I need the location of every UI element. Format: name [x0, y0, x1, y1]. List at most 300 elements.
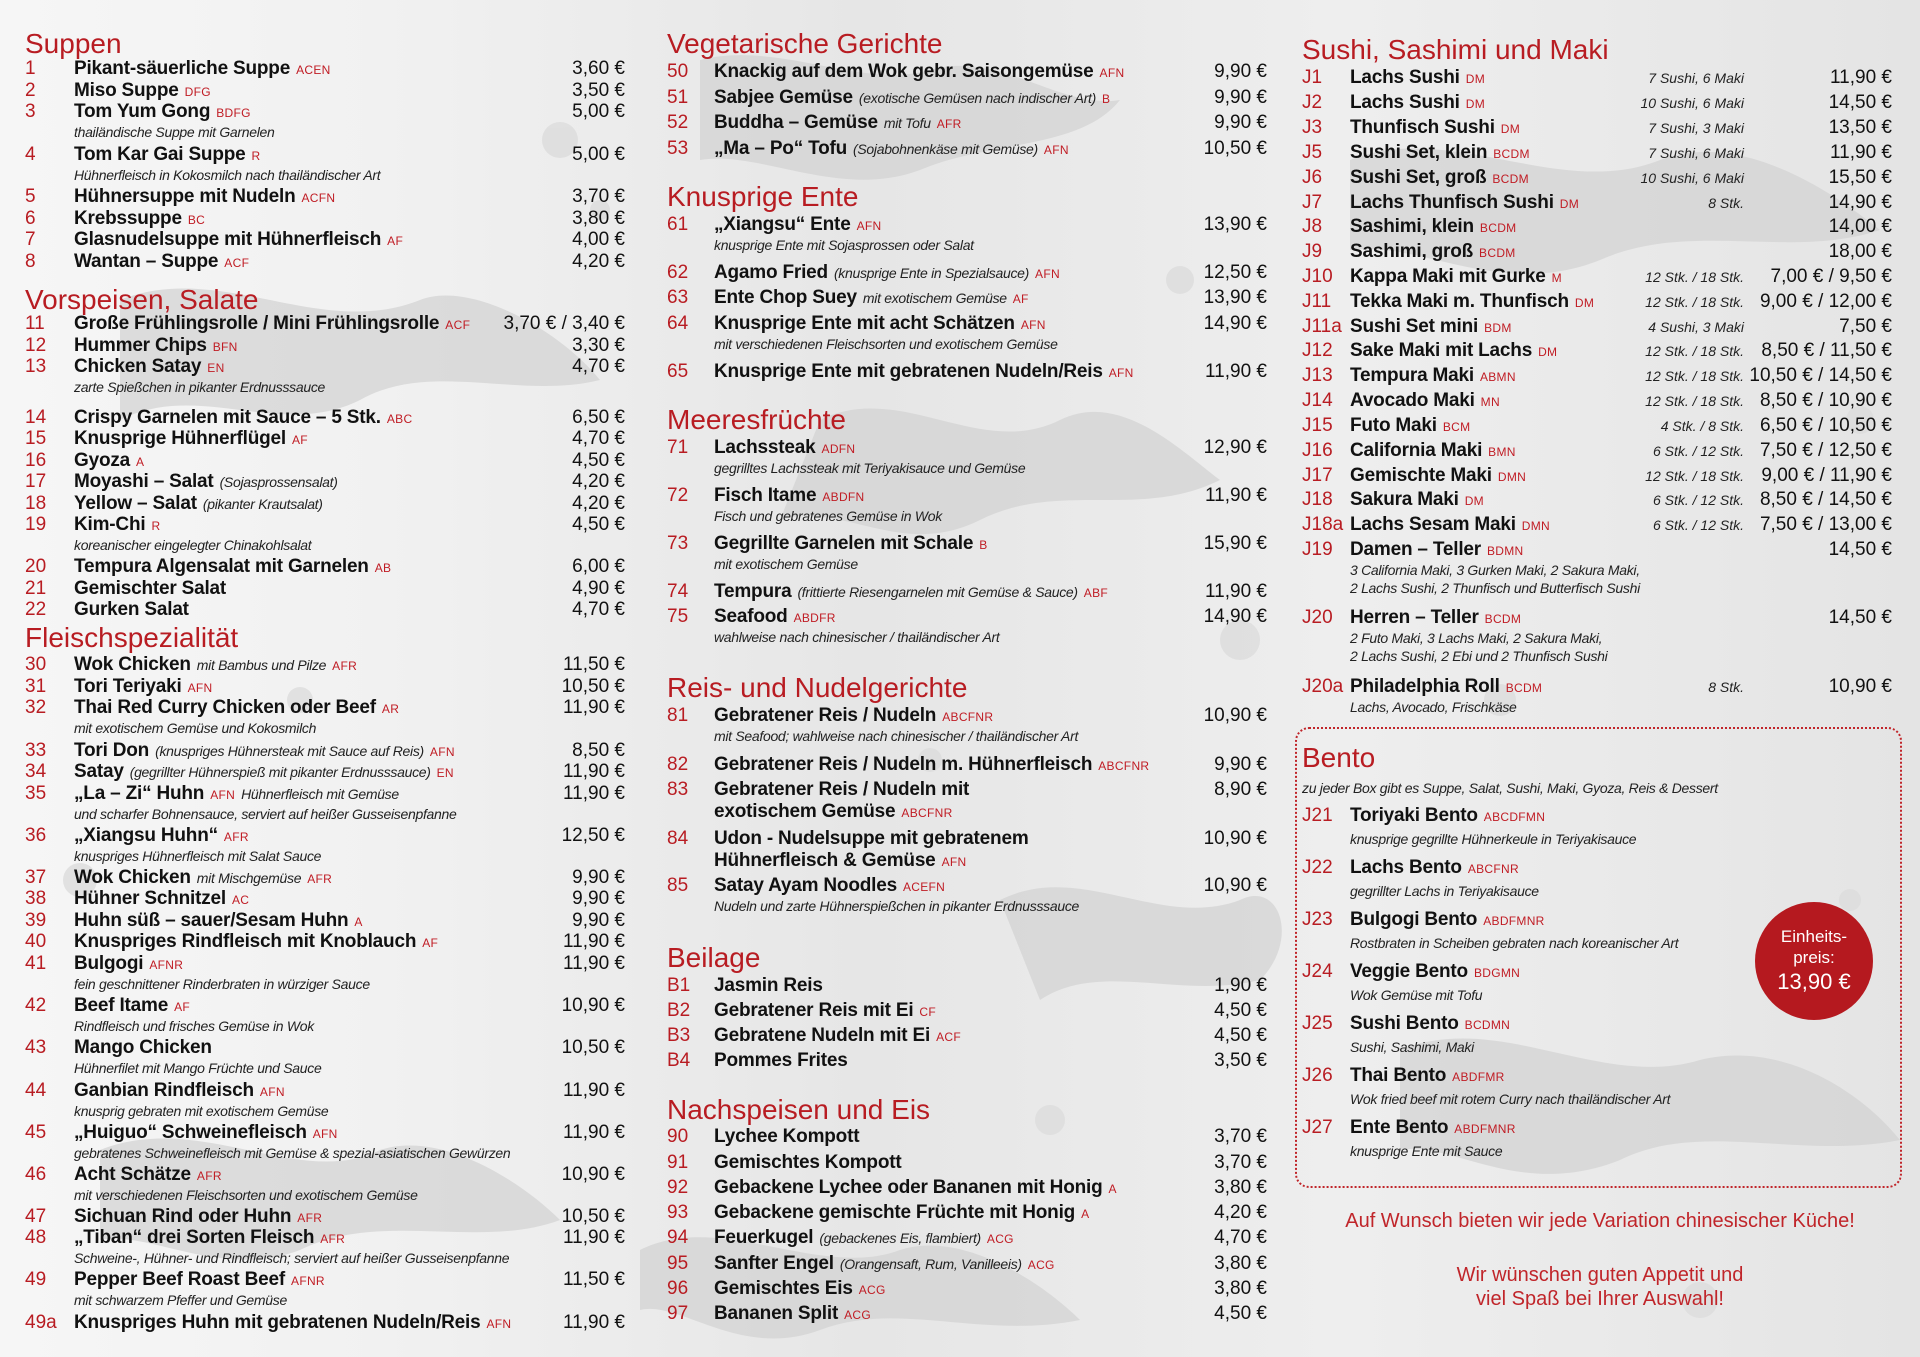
item-title: Sanfter Engel — [714, 1253, 834, 1274]
item-price: 7,50 € — [1839, 316, 1892, 337]
item-number: J18a — [1302, 514, 1344, 535]
item-price: 8,50 € / 14,50 € — [1759, 489, 1892, 510]
item-price: 11,90 € — [563, 761, 625, 782]
item-number: 92 — [667, 1177, 689, 1198]
item-price: 13,50 € — [1828, 117, 1892, 138]
item-title: Tempura Maki — [1350, 365, 1474, 386]
item-description: knusprige gegrillte Hühnerkeule in Teriyakisauce — [1350, 831, 1637, 847]
item-price: 11,90 € — [563, 1312, 625, 1333]
item-description: und scharfer Bohnensauce, serviert auf heißer Gusseisenpfanne — [74, 806, 457, 822]
item-name — [714, 1000, 936, 1023]
item-number: 52 — [667, 112, 689, 133]
allergen-codes: DM — [1465, 97, 1485, 111]
item-number: 65 — [667, 361, 689, 382]
menu-item — [1302, 117, 1892, 139]
allergen-codes: ACG — [986, 1232, 1014, 1246]
item-title: Tom Kar Gai Suppe — [74, 144, 246, 165]
item-number: 47 — [25, 1206, 47, 1227]
item-name — [1350, 390, 1500, 413]
item-number: 21 — [25, 578, 47, 599]
item-quantity: 12 Stk. / 18 Stk. — [1645, 343, 1744, 359]
item-quantity: 12 Stk. / 18 Stk. — [1645, 269, 1744, 285]
item-title: Chicken Satay — [74, 356, 202, 377]
footer-note: Auf Wunsch bieten wir jede Variation chinesischer Küche! — [1345, 1210, 1855, 1232]
allergen-codes: AFR — [332, 659, 358, 673]
item-number: 12 — [25, 335, 47, 356]
bento-item — [1302, 1065, 1722, 1087]
item-price: 11,50 € — [563, 1269, 625, 1290]
allergen-codes: AF — [422, 936, 439, 950]
section-title-reis: Reis- und Nudelgerichte — [667, 672, 968, 703]
item-title: Sabjee Gemüse — [714, 87, 853, 108]
item-name — [1350, 192, 1579, 215]
item-note: mit Mischgemüse — [196, 870, 302, 886]
item-name — [714, 581, 1108, 604]
menu-item — [1302, 514, 1892, 536]
item-price: 11,90 € — [1205, 581, 1267, 602]
item-number: 73 — [667, 533, 689, 554]
item-quantity: 4 Stk. / 8 Stk. — [1660, 418, 1744, 434]
item-price: 7,50 € / 13,00 € — [1759, 514, 1892, 535]
allergen-codes: DM — [1465, 72, 1485, 86]
item-note: (knusprige Ente in Spezialsauce) — [833, 265, 1030, 281]
menu-item — [25, 556, 625, 578]
menu-item — [667, 112, 1267, 134]
allergen-codes: AFNR — [291, 1274, 325, 1288]
item-number: 46 — [25, 1164, 47, 1185]
item-number: 13 — [25, 356, 47, 377]
item-price: 4,50 € — [572, 514, 625, 535]
item-title: Futo Maki — [1350, 415, 1437, 436]
item-number: 35 — [25, 783, 47, 804]
item-name — [74, 910, 363, 933]
item-price: 9,00 € / 11,90 € — [1761, 465, 1892, 486]
item-title: Buddha – Gemüse — [714, 112, 878, 133]
item-name — [74, 676, 212, 699]
item-number: 84 — [667, 828, 689, 849]
item-price: 3,70 € — [1214, 1126, 1267, 1147]
item-price: 3,80 € — [1214, 1253, 1267, 1274]
menu-item — [1302, 340, 1892, 362]
item-price: 11,90 € — [563, 1227, 625, 1248]
item-price: 14,90 € — [1203, 606, 1267, 627]
item-name — [74, 599, 189, 621]
item-title: Bananen Split — [714, 1303, 839, 1324]
allergen-codes: AFN — [1108, 366, 1134, 380]
section-title-vegetarisch: Vegetarische Gerichte — [667, 28, 943, 59]
item-title: Tori Don — [74, 740, 150, 761]
item-quantity: 7 Sushi, 6 Maki — [1648, 70, 1744, 86]
allergen-codes: DM — [1464, 494, 1484, 508]
allergen-codes: AFN — [856, 219, 882, 233]
badge-label: Einheits- preis: — [1780, 927, 1848, 967]
item-title: Veggie Bento — [1350, 961, 1468, 982]
item-title: Krebssuppe — [74, 208, 182, 229]
item-title: Miso Suppe — [74, 80, 179, 101]
menu-item — [25, 1080, 625, 1102]
item-price: 10,50 € — [561, 1037, 625, 1058]
item-title: Moyashi – Salat — [74, 471, 214, 492]
item-number: J2 — [1302, 92, 1323, 113]
item-quantity: 12 Stk. / 18 Stk. — [1645, 468, 1744, 484]
menu-item — [667, 61, 1267, 83]
allergen-codes: AFN — [312, 1127, 338, 1141]
item-title: Hühnersuppe mit Nudeln — [74, 186, 296, 207]
item-quantity: 12 Stk. / 18 Stk. — [1645, 368, 1744, 384]
menu-item — [25, 450, 625, 472]
item-title: Knuspriges Huhn mit gebratenen Nudeln/Reis — [74, 1312, 481, 1333]
item-price: 14,00 € — [1828, 216, 1892, 237]
item-title: Thunfisch Sushi — [1350, 117, 1495, 138]
section-title-vorspeisen: Vorspeisen, Salate — [25, 284, 259, 315]
item-name — [1350, 805, 1545, 828]
item-name — [1350, 266, 1562, 289]
item-price: 14,50 € — [1828, 607, 1892, 628]
item-number: J20 — [1302, 607, 1333, 628]
item-number: 34 — [25, 761, 47, 782]
item-title-2: exotischem Gemüse — [714, 801, 896, 822]
item-name — [714, 361, 1134, 384]
item-price: 15,50 € — [1828, 167, 1892, 188]
item-title: Udon - Nudelsuppe mit gebratenem — [714, 828, 1029, 849]
item-number: 96 — [667, 1278, 689, 1299]
item-title: Huhn süß – sauer/Sesam Huhn — [74, 910, 349, 931]
allergen-codes: ACG — [1027, 1258, 1055, 1272]
allergen-codes: BC — [187, 213, 206, 227]
item-number: J21 — [1302, 805, 1333, 826]
item-number: 93 — [667, 1202, 689, 1223]
item-number: 19 — [25, 514, 47, 535]
item-note: mit Tofu — [883, 115, 931, 131]
menu-item — [667, 1278, 1267, 1300]
item-price: 13,90 € — [1203, 287, 1267, 308]
item-description: knuspriges Hühnerfleisch mit Salat Sauce — [74, 848, 322, 864]
item-name — [74, 1122, 338, 1145]
item-name — [714, 1202, 1089, 1225]
allergen-codes: EN — [436, 766, 454, 780]
item-description: gebratenes Schweinefleisch mit Gemüse & spezial-asiatischen Gewürzen — [74, 1145, 511, 1161]
item-number: J11a — [1302, 316, 1342, 337]
item-description: zarte Spießchen in pikanter Erdnusssauce — [74, 379, 326, 395]
item-number: 97 — [667, 1303, 689, 1324]
item-name — [1350, 291, 1594, 314]
item-name — [714, 87, 1110, 110]
item-name — [1350, 1065, 1505, 1088]
menu-item — [667, 1126, 1267, 1148]
item-description: Lachs, Avocado, Frischkäse — [1350, 699, 1517, 715]
item-price: 4,70 € — [1214, 1227, 1267, 1248]
item-description: koreanischer eingelegter Chinakohlsalat — [74, 537, 312, 553]
item-name — [74, 208, 205, 231]
menu-item — [25, 101, 625, 123]
unit-price-badge — [1755, 902, 1873, 1020]
item-number: 43 — [25, 1037, 47, 1058]
item-number: J23 — [1302, 909, 1333, 930]
item-name — [1350, 142, 1530, 165]
item-number: 39 — [25, 910, 47, 931]
item-price: 9,90 € — [1214, 754, 1267, 775]
menu-item — [25, 229, 625, 251]
item-note: (frittierte Riesengarnelen mit Gemüse & Sauce) — [797, 584, 1078, 600]
item-name — [1350, 167, 1529, 190]
item-number: 1 — [25, 58, 36, 79]
item-number: 61 — [667, 214, 689, 235]
menu-item — [25, 208, 625, 230]
item-note: (pikanter Krautsalat) — [202, 496, 323, 512]
item-name — [74, 450, 144, 473]
menu-item — [25, 1164, 625, 1186]
menu-item — [1302, 67, 1892, 89]
item-title: Ganbian Rindfleisch — [74, 1080, 254, 1101]
item-title: Sushi Set, klein — [1350, 142, 1488, 163]
item-price: 5,00 € — [572, 101, 625, 122]
item-title: Thai Bento — [1350, 1065, 1447, 1086]
item-number: 16 — [25, 450, 47, 471]
item-note: mit Bambus und Pilze — [196, 657, 327, 673]
allergen-codes: BCDM — [1484, 612, 1522, 626]
item-price: 8,50 € / 10,90 € — [1759, 390, 1892, 411]
item-title: Sake Maki mit Lachs — [1350, 340, 1533, 361]
allergen-codes: A — [1108, 1182, 1117, 1196]
menu-item — [667, 287, 1267, 309]
menu-item — [25, 1312, 625, 1334]
item-title: Jasmin Reis — [714, 975, 823, 996]
section-title-suppen: Suppen — [25, 28, 122, 59]
item-name — [74, 186, 335, 209]
item-name — [74, 1037, 212, 1059]
item-name — [1350, 67, 1485, 90]
item-price: 4,20 € — [572, 493, 625, 514]
menu-item — [1302, 291, 1892, 313]
allergen-codes: ACEFN — [902, 880, 946, 894]
item-title: Mango Chicken — [74, 1037, 212, 1058]
menu-item — [1302, 676, 1892, 698]
menu-item — [1302, 390, 1892, 412]
item-title: Sichuan Rind oder Huhn — [74, 1206, 292, 1227]
item-number: J25 — [1302, 1013, 1333, 1034]
item-number: J20a — [1302, 676, 1344, 697]
item-number: 49a — [25, 1312, 57, 1333]
item-title: Pommes Frites — [714, 1050, 848, 1071]
item-quantity: 6 Stk. / 12 Stk. — [1652, 517, 1744, 533]
item-number: B4 — [667, 1050, 691, 1071]
item-number: J27 — [1302, 1117, 1333, 1138]
allergen-codes: BCM — [1442, 420, 1471, 434]
item-description: mit verschiedenen Fleischsorten und exotischem Gemüse — [714, 336, 1058, 352]
item-number: 85 — [667, 875, 689, 896]
allergen-codes: DM — [1574, 296, 1595, 310]
item-title: Ente Bento — [1350, 1117, 1449, 1138]
item-number: 74 — [667, 581, 689, 602]
section-title-ente: Knusprige Ente — [667, 181, 859, 212]
item-name — [74, 1227, 345, 1250]
allergen-codes: AFN — [1043, 143, 1069, 157]
item-name — [714, 1177, 1117, 1200]
item-number: 40 — [25, 931, 47, 952]
item-number: 37 — [25, 867, 47, 888]
allergen-codes: B — [1102, 92, 1111, 106]
item-title: Philadelphia Roll — [1350, 676, 1500, 697]
item-title: Tempura Algensalat mit Garnelen — [74, 556, 369, 577]
item-number: J5 — [1302, 142, 1323, 163]
item-price: 3,60 € — [572, 58, 625, 79]
menu-item — [667, 1227, 1267, 1249]
item-name — [74, 58, 331, 81]
menu-item — [25, 251, 625, 273]
menu-item — [1302, 241, 1892, 263]
item-title: „La – Zi“ Huhn — [74, 783, 205, 804]
item-name — [1350, 1013, 1510, 1036]
item-name — [714, 214, 881, 237]
allergen-codes: ABDFMNR — [1454, 1122, 1516, 1136]
menu-item — [1302, 607, 1892, 629]
allergen-codes: AB — [374, 561, 392, 575]
item-price: 3,70 € — [1214, 1152, 1267, 1173]
item-number: 94 — [667, 1227, 689, 1248]
item-name — [1350, 676, 1542, 699]
item-title: Feuerkugel — [714, 1227, 814, 1248]
item-number: 42 — [25, 995, 47, 1016]
item-title: Lachs Thunfisch Sushi — [1350, 192, 1554, 213]
item-title: Gyoza — [74, 450, 131, 471]
item-name — [74, 953, 183, 976]
item-number: 82 — [667, 754, 689, 775]
item-number: 14 — [25, 407, 47, 428]
item-number: 31 — [25, 676, 47, 697]
item-quantity: 12 Stk. / 18 Stk. — [1645, 393, 1744, 409]
item-price: 4,50 € — [1214, 1303, 1267, 1324]
allergen-codes: A — [354, 915, 363, 929]
allergen-codes: ABCFNR — [901, 806, 953, 820]
allergen-codes: AFN — [1099, 66, 1125, 80]
item-title: Gegrillte Garnelen mit Schale — [714, 533, 974, 554]
item-description: mit Seafood; wahlweise nach chinesischer / thailändischer Art — [714, 728, 1079, 744]
item-description: Hühnerfilet mit Mango Früchte und Sauce — [74, 1060, 322, 1076]
item-name — [1350, 489, 1484, 512]
item-price: 4,70 € — [572, 599, 625, 620]
item-price: 11,90 € — [563, 1080, 625, 1101]
item-price: 4,50 € — [1214, 1000, 1267, 1021]
menu-item — [1302, 365, 1892, 387]
item-quantity: 7 Sushi, 3 Maki — [1648, 120, 1744, 136]
item-title: Seafood — [714, 606, 788, 627]
item-name — [1350, 340, 1557, 363]
item-name — [714, 875, 945, 898]
item-name — [74, 1269, 325, 1292]
menu-item — [25, 578, 625, 600]
item-title: Kim-Chi — [74, 514, 146, 535]
menu-item — [667, 1177, 1267, 1199]
allergen-codes: AF — [1012, 292, 1029, 306]
item-description: gegrillter Lachs in Teriyakisauce — [1350, 883, 1539, 899]
menu-item — [25, 471, 625, 493]
item-title: Sashimi, groß — [1350, 241, 1474, 262]
item-price: 14,50 € — [1828, 539, 1892, 560]
menu-item — [25, 825, 625, 847]
allergen-codes: ACG — [844, 1308, 871, 1322]
allergen-codes: AFR — [320, 1232, 346, 1246]
allergen-codes: AF — [387, 234, 404, 248]
menu-item — [25, 931, 625, 953]
item-number: 51 — [667, 87, 689, 108]
item-price: 4,90 € — [572, 578, 625, 599]
menu-item — [1302, 440, 1892, 462]
item-number: 45 — [25, 1122, 47, 1143]
menu-item-line2 — [667, 801, 1267, 823]
menu-item — [667, 975, 1267, 997]
menu-item — [1302, 92, 1892, 114]
menu-item — [667, 262, 1267, 284]
item-price: 3,80 € — [572, 208, 625, 229]
item-name — [1350, 961, 1520, 984]
item-title: Tom Yum Gong — [74, 101, 211, 122]
item-title: Fisch Itame — [714, 485, 817, 506]
item-title: Knusprige Ente mit acht Schätzen — [714, 313, 1015, 334]
item-quantity: 6 Stk. / 12 Stk. — [1652, 443, 1744, 459]
item-quantity: 12 Stk. / 18 Stk. — [1645, 294, 1744, 310]
item-title: Knuspriges Rindfleisch mit Knoblauch — [74, 931, 417, 952]
item-price: 9,90 € — [1214, 112, 1267, 133]
menu-item — [667, 485, 1267, 507]
item-number: J12 — [1302, 340, 1333, 361]
item-title: Gemischtes Eis — [714, 1278, 853, 1299]
item-description: 2 Futo Maki, 3 Lachs Maki, 2 Sakura Maki, — [1350, 630, 1603, 646]
item-note: (knuspriges Hühnersteak mit Sauce auf Reis) — [155, 743, 424, 759]
allergen-codes: ABCFNR — [1467, 862, 1519, 876]
allergen-codes: BDM — [1484, 321, 1512, 335]
item-name — [714, 1278, 886, 1301]
item-price: 13,90 € — [1203, 214, 1267, 235]
item-title: Sushi Set mini — [1350, 316, 1479, 337]
item-price: 12,90 € — [1203, 437, 1267, 458]
item-description: mit exotischem Gemüse — [714, 556, 858, 572]
allergen-codes: AFR — [936, 117, 962, 131]
menu-item — [667, 581, 1267, 603]
allergen-codes: R — [151, 519, 161, 533]
item-title: Ente Chop Suey — [714, 287, 857, 308]
menu-item — [667, 1253, 1267, 1275]
menu-item — [25, 910, 625, 932]
allergen-codes: AR — [381, 702, 400, 716]
item-name — [1350, 465, 1526, 488]
item-quantity: 8 Stk. — [1708, 195, 1744, 211]
item-price: 9,90 € — [572, 910, 625, 931]
item-price: 15,90 € — [1203, 533, 1267, 554]
item-name — [714, 754, 1149, 777]
item-title: Lachs Sushi — [1350, 92, 1460, 113]
item-title: Gebratener Reis / Nudeln mit — [714, 779, 970, 800]
item-number: J17 — [1302, 465, 1333, 486]
allergen-codes: DM — [1500, 122, 1521, 136]
allergen-codes: ABF — [1083, 586, 1109, 600]
item-number: 6 — [25, 208, 36, 229]
item-number: 64 — [667, 313, 689, 334]
item-price: 10,90 € — [1203, 875, 1267, 896]
menu-item — [25, 1037, 625, 1059]
item-title: Knusprige Ente mit gebratenen Nudeln/Reis — [714, 361, 1103, 382]
item-title: Hummer Chips — [74, 335, 207, 356]
item-price: 9,00 € / 12,00 € — [1759, 291, 1892, 312]
menu-item — [25, 514, 625, 536]
item-name — [714, 112, 962, 135]
menu-item — [667, 437, 1267, 459]
item-number: B2 — [667, 1000, 691, 1021]
item-price: 10,50 € / 14,50 € — [1749, 365, 1892, 386]
allergen-codes: AFN — [210, 788, 236, 802]
item-title: Lachs Bento — [1350, 857, 1462, 878]
item-number: 81 — [667, 705, 689, 726]
item-name — [714, 1152, 902, 1174]
